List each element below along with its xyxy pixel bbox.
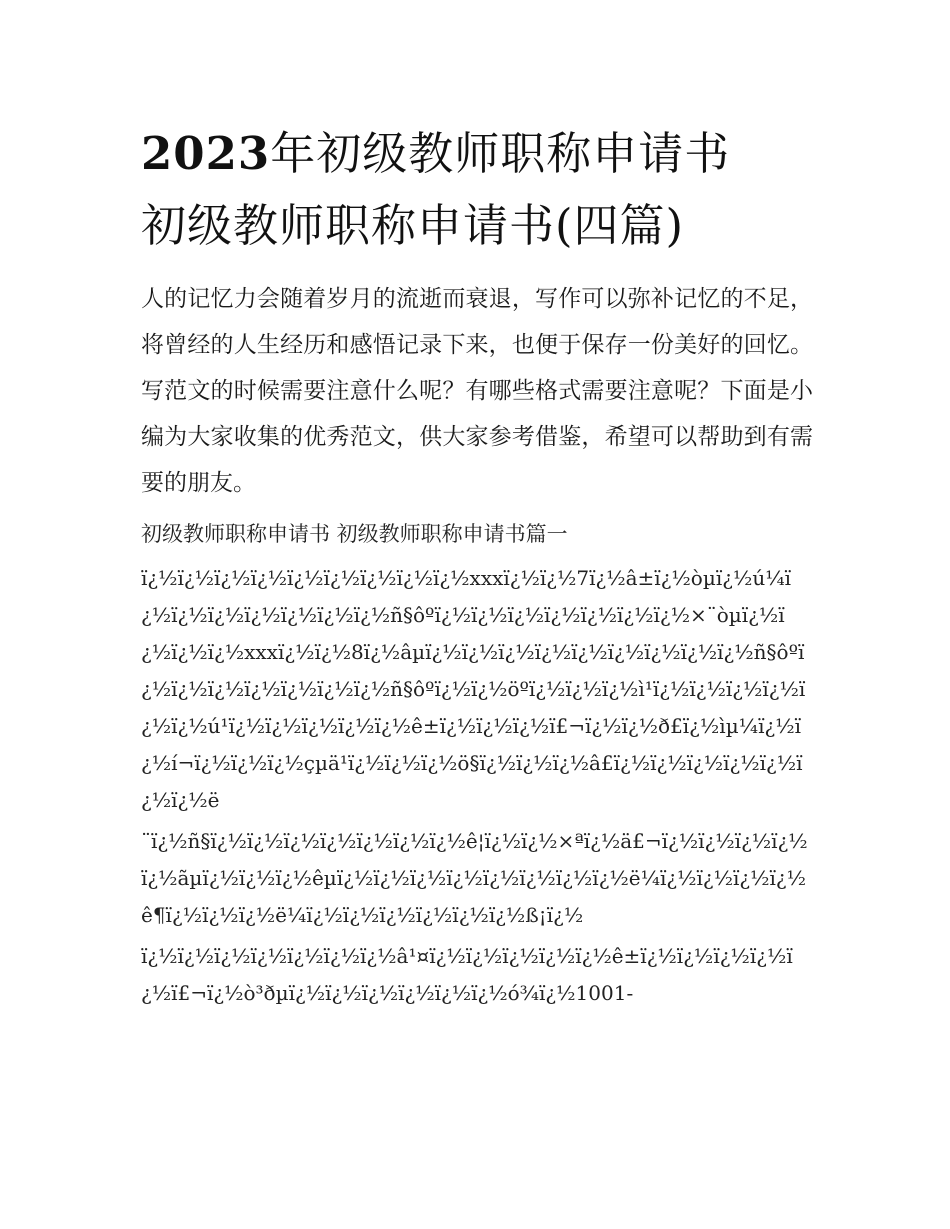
document-content xyxy=(141,118,813,1012)
title-line-2: 初级教师职称申请书(四篇) xyxy=(141,199,685,252)
garbled-paragraph: ï¿½ï¿½ï¿½ï¿½ï¿½ï¿½ï¿½ï¿½ï¿½xxxï¿½ï¿½7ï¿½â±ï¿½òµï¿½ú¼ï¿½ï¿½ï¿½ï¿½ï¿½ï¿½ï¿½ñ§ôºï¿½ï¿½ï¿½ï¿½ï¿½ï¿½ï¿½×¨òµï¿½ï¿½ï¿½ï¿½xxxï¿½ï¿½8ï¿½âµï¿½ï¿½ï¿½ï¿½ï¿½ï¿½ï¿½ï¿½ï¿½ñ§ôºï¿½ï¿½ï¿½ï¿½ï¿½ï¿½ï¿½ñ§ôºï¿½ï¿½öºï¿½ï¿½ï¿½ì¹ï¿½ï¿½ï¿½ï¿½ï¿½ï¿½ú¹ï¿½ï¿½ï¿½ï¿½ï¿½ê±ï¿½ï¿½ï¿½ï£¬ï¿½ï¿½ð£ï¿½ìµ¼ï¿½ï¿½í¬ï¿½ï¿½ï¿½çµä¹ï¿½ï¿½ï¿½ö§ï¿½ï¿½ï¿½â£ï¿½ï¿½ï¿½ï¿½ï¿½ï¿½ï¿½ë xyxy=(141,566,806,812)
intro-paragraph: 人的记忆力会随着岁月的流逝而衰退，写作可以弥补记忆的不足，将曾经的人生经历和感悟记录下来，也便于保存一份美好的回忆。写范文的时候需要注意什么呢？有哪些格式需要注意呢？下面是小编为大家收集的优秀范文，供大家参考借鉴，希望可以帮助到有需要的朋友。 xyxy=(141,286,813,496)
document-title xyxy=(141,118,813,262)
garbled-paragraph: ï¿½ï¿½ï¿½ï¿½ï¿½ï¿½ï¿½â¹¤ï¿½ï¿½ï¿½ï¿½ï¿½ê±ï¿½ï¿½ï¿½ï¿½ï¿½ï£¬ï¿½ò³ðµï¿½ï¿½ï¿½ï¿½ï¿½ï¿½ó¾ï¿½1001- xyxy=(141,944,793,1005)
title-year: 2023 xyxy=(141,127,271,180)
title-line-1 xyxy=(141,118,813,190)
garbled-paragraph: ¨ï¿½ñ§ï¿½ï¿½ï¿½ï¿½ï¿½ï¿½ï¿½ê¦ï¿½ï¿½×ªï¿½ä£¬ï¿½ï¿½ï¿½ï¿½ï¿½ãµï¿½ï¿½ï¿½êµï¿½ï¿½ï¿½ï¿½ï¿½ï¿½ï¿½ï¿½ë¼ï¿½ï¿½ï¿½ï¿½ê¶ï¿½ï¿½ï¿½ë¼ï¿½ï¿½ï¿½ï¿½ï¿½ï¿½ß¡ï¿½ xyxy=(141,829,808,927)
section-heading: 初级教师职称申请书 初级教师职称申请书篇一 xyxy=(141,522,568,546)
title-line-1-text: 年初级教师职称申请书 xyxy=(270,127,731,180)
